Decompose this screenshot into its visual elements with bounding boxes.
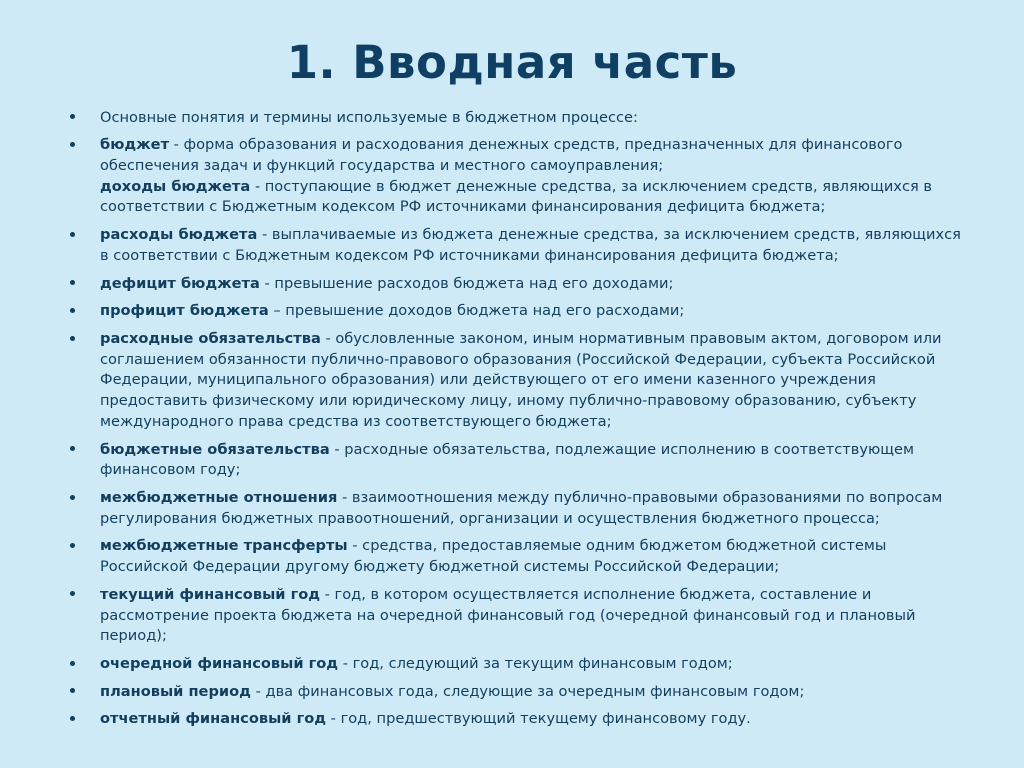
bullet-dot-icon (70, 142, 75, 147)
bullet-text: - превышение расходов бюджета над его доходами; (259, 274, 674, 292)
bullet-dot-icon (70, 591, 75, 596)
bullet-term: отчетный финансовый год (100, 710, 327, 728)
bullet-text: - обусловленные законом, иным нормативным правовым актом, договором или соглашением обязанности публично-правового образования (Российской Федерации, субъекта Российской Федерации, муниципального образования) или действующего от его имени казенного учреждения предоставить физическому или юридическому лицу, иному публично-правовому образованию, субъекту международного права средства из соответствующего бюджета; (100, 329, 942, 430)
list-item (52, 329, 962, 433)
bullet-term: доходы бюджета (100, 177, 251, 195)
list-item (52, 709, 962, 730)
bullet-term: профицит бюджета (100, 302, 269, 320)
list-item (52, 274, 962, 295)
bullet-term: текущий финансовый год (100, 585, 321, 603)
bullet-text: - год, предшествующий текущему финансовому году. (326, 710, 751, 728)
bullet-text: - выплачиваемые из бюджета денежные средства, за исключением средств, являющихся в соответствии с Бюджетным кодексом РФ источниками финансирования дефицита бюджета; (100, 226, 961, 264)
bullet-text: - форма образования и расходования денежных средств, предназначенных для финансового обеспечения задач и функций государства и местного самоуправления; (100, 136, 903, 174)
bullet-term: расходные обязательства (100, 329, 321, 347)
bullet-term: межбюджетные трансферты (100, 537, 348, 555)
bullet-term: очередной финансовый год (100, 655, 339, 673)
list-item (52, 488, 962, 529)
bullet-dot-icon (70, 114, 75, 119)
bullet-dot-icon (70, 308, 75, 313)
bullet-term: бюджетные обязательства (100, 440, 330, 458)
bullet-list (52, 108, 962, 731)
bullet-dot-icon (70, 716, 75, 721)
list-item (52, 585, 962, 647)
list-item (52, 654, 962, 675)
bullet-dot-icon (70, 280, 75, 285)
list-item (52, 225, 962, 266)
bullet-term: расходы бюджета (100, 226, 258, 244)
bullet-text: – превышение доходов бюджета над его расходами; (268, 302, 685, 320)
list-item (52, 301, 962, 322)
bullet-text: - средства, предоставляемые одним бюджетом бюджетной системы Российской Федерации другому бюджету бюджетной системы Российской Федерации; (100, 537, 887, 576)
bullet-dot-icon (70, 688, 75, 693)
bullet-term: бюджет (100, 136, 170, 154)
bullet-text: Основные понятия и термины используемые в бюджетном процессе: (100, 108, 638, 126)
bullet-text: - год, в котором осуществляется исполнение бюджета, составление и рассмотрение проекта бюджета на очередной финансовый год (очередной финансовый год и плановый период); (100, 585, 916, 645)
list-item (52, 682, 962, 703)
bullet-dot-icon (70, 495, 75, 500)
bullet-dot-icon (70, 446, 75, 451)
bullet-paragraph (100, 135, 962, 176)
bullet-dot-icon (70, 661, 75, 666)
list-item (52, 135, 962, 218)
list-item (52, 108, 962, 129)
bullet-text: - два финансовых года, следующие за очередным финансовым годом; (250, 682, 805, 700)
bullet-text: - расходные обязательства, подлежащие исполнению в соответствующем финансовом году; (100, 440, 915, 479)
bullet-text: - поступающие в бюджет денежные средства, за исключением средств, являющихся в соответствии с Бюджетным кодексом РФ источниками финансирования дефицита бюджета; (100, 177, 932, 216)
list-item (52, 440, 962, 481)
bullet-dot-icon (70, 543, 75, 548)
bullet-paragraph-secondary (100, 177, 962, 218)
slide-body (0, 98, 1024, 731)
bullet-term: межбюджетные отношения (100, 489, 338, 506)
page-title: 1. Вводная часть (286, 36, 738, 89)
bullet-dot-icon (70, 232, 75, 237)
bullet-term: дефицит бюджета (100, 274, 260, 292)
list-item (52, 536, 962, 577)
bullet-dot-icon (70, 336, 75, 341)
bullet-text: - взаимоотношения между публично-правовыми образованиями по вопросам регулирования бюджетных правоотношений, организации и осуществления бюджетного процесса; (100, 489, 943, 527)
bullet-term: плановый период (100, 682, 251, 700)
bullet-text: - год, следующий за текущим финансовым годом; (338, 655, 733, 673)
